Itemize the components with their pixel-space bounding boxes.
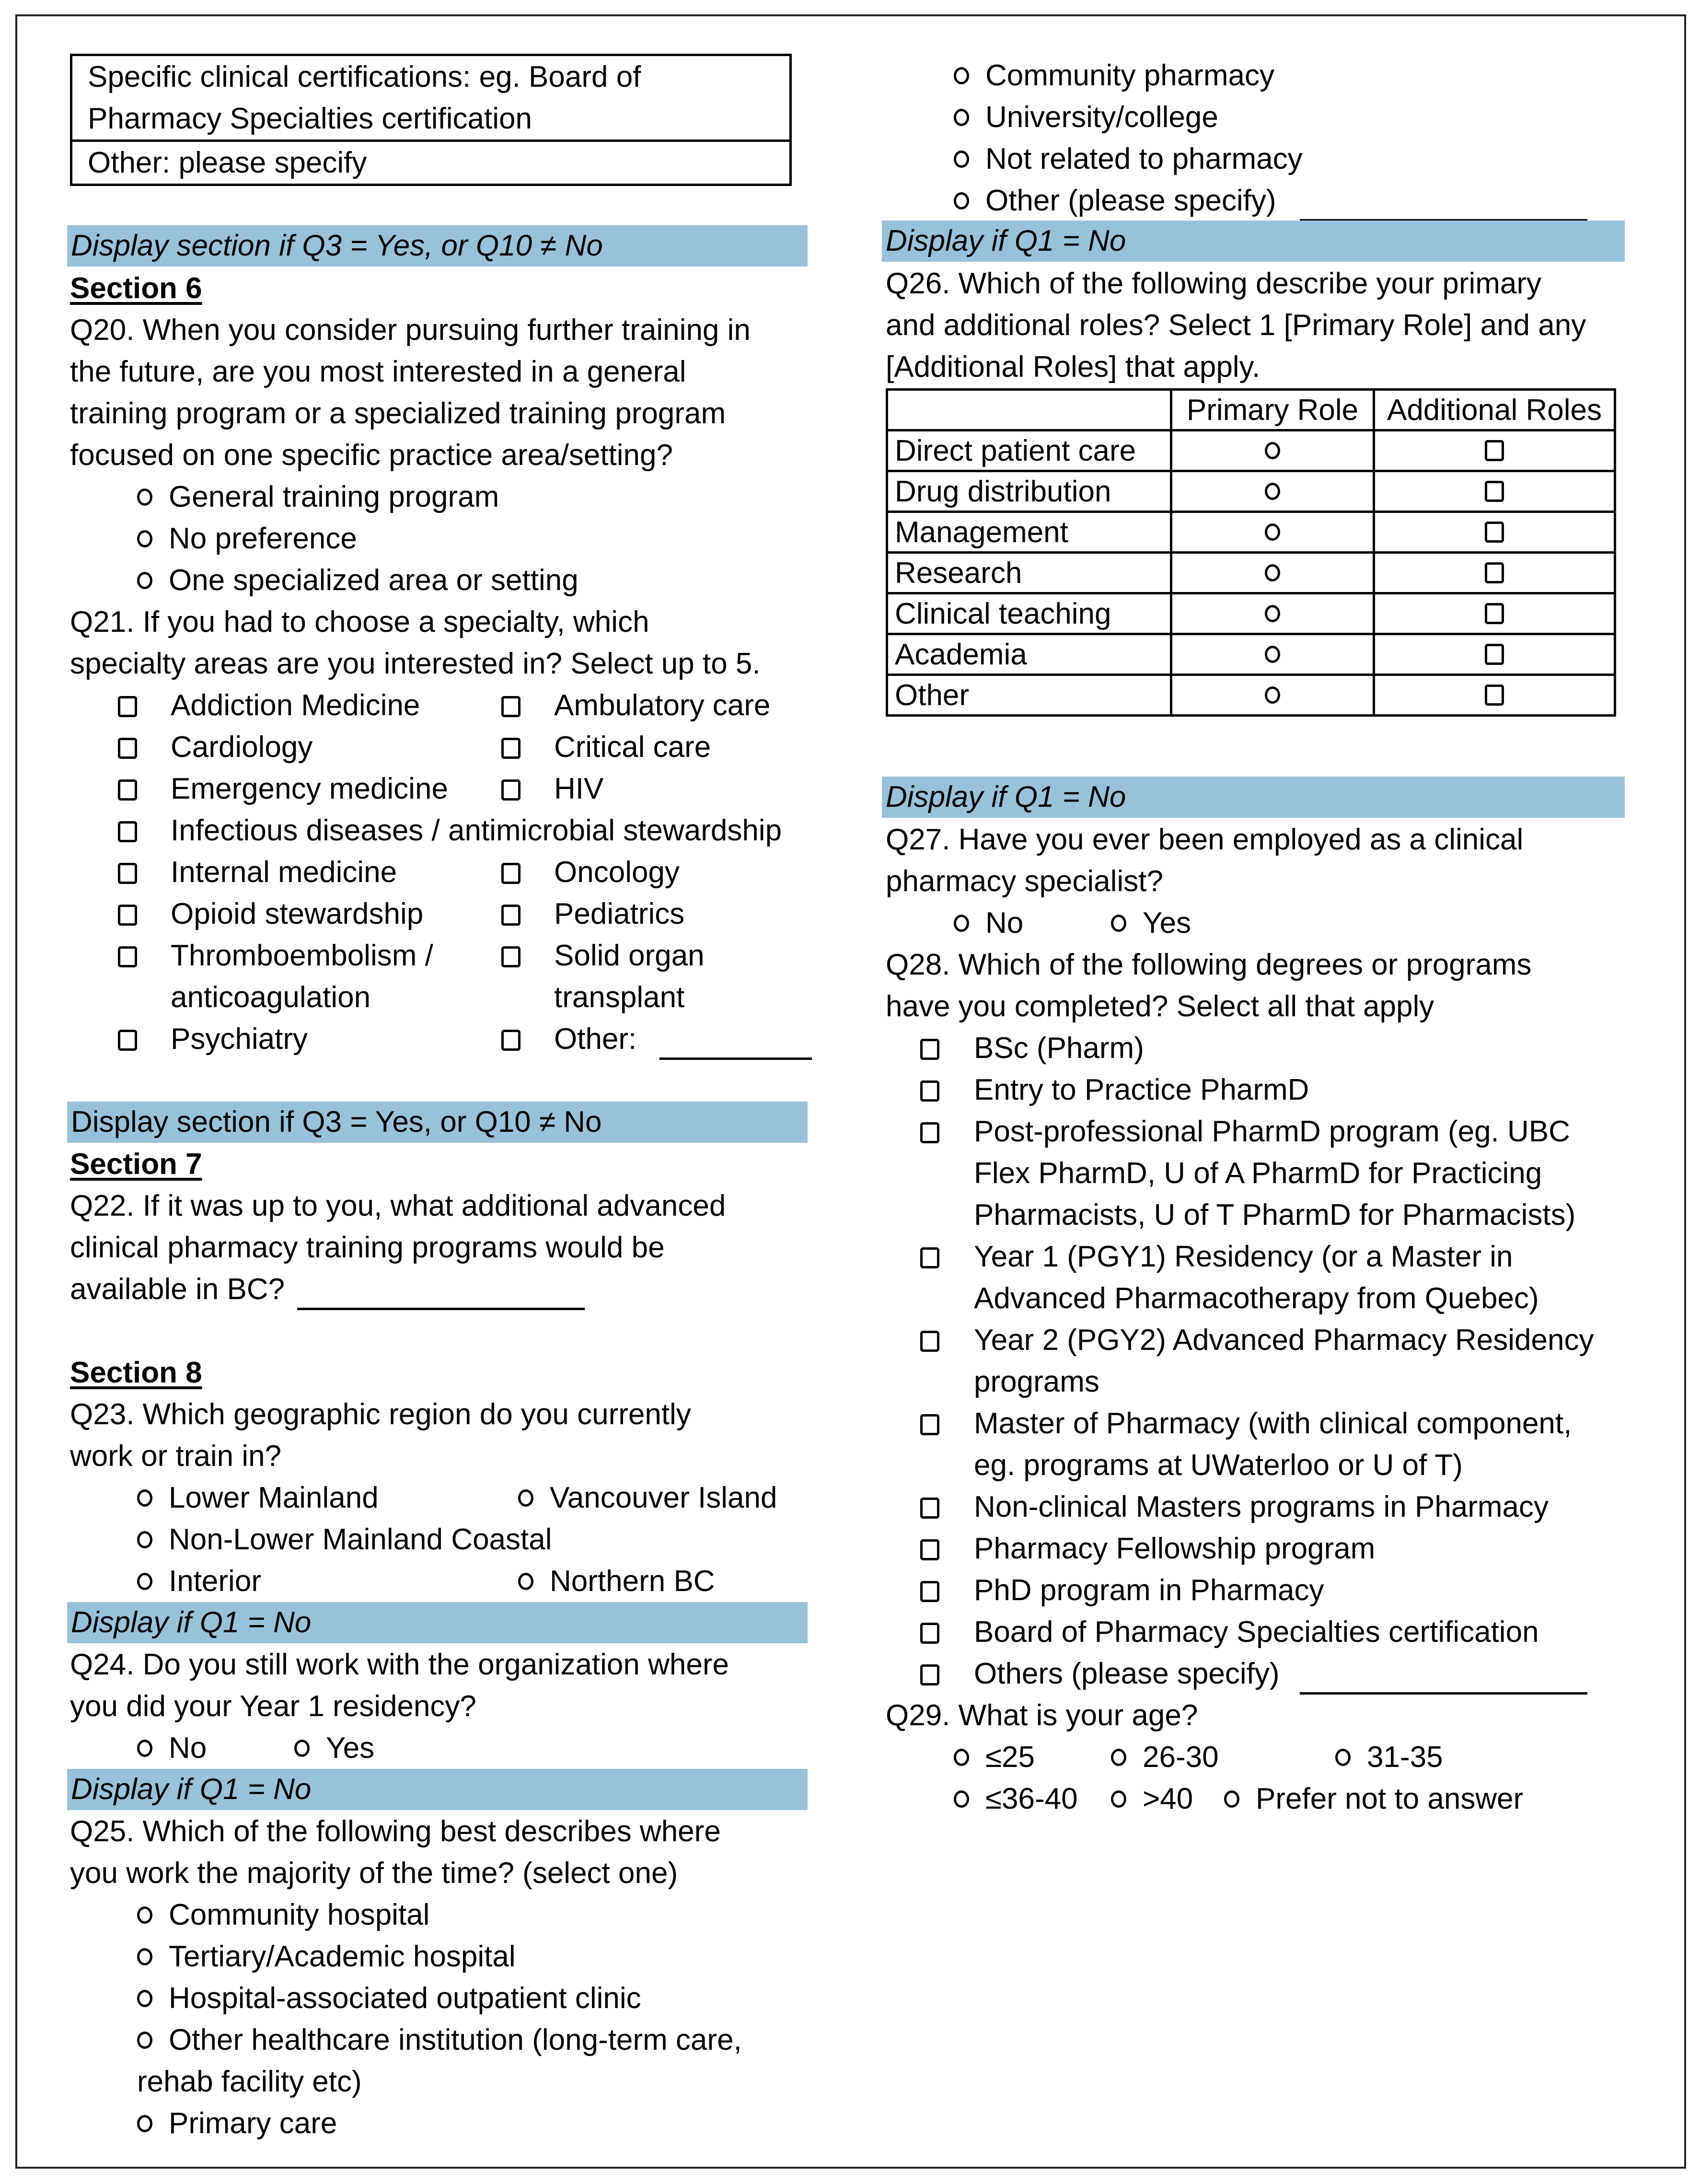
- checkbox-icon[interactable]: [501, 863, 520, 884]
- checkbox-label-continuation: transplant: [554, 981, 685, 1014]
- checkbox-icon[interactable]: [920, 1414, 939, 1435]
- question-text: training program or a specialized training program: [70, 397, 726, 430]
- radio-icon[interactable]: [518, 1573, 533, 1590]
- checkbox-icon[interactable]: [501, 1030, 520, 1051]
- radio-option[interactable]: No: [137, 1727, 207, 1769]
- radio-icon[interactable]: [1265, 686, 1280, 704]
- question-text: Q24. Do you still work with the organization where: [70, 1648, 729, 1681]
- certification-options-table: [70, 54, 792, 186]
- radio-icon[interactable]: [954, 915, 969, 932]
- question-text: [Additional Roles] that apply.: [886, 350, 1261, 383]
- checkbox-icon[interactable]: [118, 863, 137, 884]
- checkbox-label-continuation: Advanced Pharmacotherapy from Quebec): [974, 1282, 1539, 1315]
- checkbox-icon[interactable]: [1485, 685, 1504, 706]
- display-condition-banner: Display if Q1 = No: [67, 1602, 808, 1643]
- display-condition-banner: Display if Q1 = No: [67, 1769, 808, 1810]
- table-row: [887, 471, 1615, 512]
- cert-option-line: Pharmacy Specialties certification: [88, 102, 532, 135]
- radio-icon[interactable]: [1111, 1749, 1126, 1766]
- radio-icon[interactable]: [954, 1790, 969, 1808]
- table-row: [71, 141, 791, 185]
- question-text: work or train in?: [70, 1440, 282, 1473]
- radio-icon[interactable]: [1265, 442, 1280, 459]
- display-condition-banner: Display section if Q3 = Yes, or Q10 ≠ No: [67, 1102, 808, 1143]
- radio-icon[interactable]: [1111, 1790, 1126, 1808]
- radio-icon[interactable]: [137, 1573, 152, 1590]
- radio-icon[interactable]: [137, 1740, 152, 1757]
- additional-role-checkbox[interactable]: [1374, 553, 1615, 593]
- radio-option[interactable]: Not related to pharmacy: [954, 138, 1303, 180]
- radio-icon[interactable]: [137, 1531, 152, 1548]
- radio-option[interactable]: Vancouver Island: [518, 1477, 777, 1519]
- question-text: Q22. If it was up to you, what additional advanced: [70, 1189, 726, 1222]
- display-condition-banner: Display if Q1 = No: [882, 777, 1625, 818]
- radio-icon[interactable]: [137, 1906, 152, 1924]
- question-text: Q25. Which of the following best describes where: [70, 1815, 721, 1848]
- checkbox-label-continuation: eg. programs at UWaterloo or U of T): [974, 1449, 1463, 1482]
- primary-role-radio[interactable]: [1171, 593, 1374, 634]
- section-title: Section 7: [70, 1148, 202, 1181]
- table-row: [887, 430, 1615, 471]
- role-label: Clinical teaching: [887, 593, 1171, 634]
- radio-icon[interactable]: [1265, 483, 1280, 500]
- role-label: Research: [887, 553, 1171, 593]
- checkbox-icon[interactable]: [118, 779, 137, 801]
- radio-option[interactable]: Tertiary/Academic hospital: [137, 1936, 516, 1977]
- question-text: focused on one specific practice area/setting?: [70, 439, 673, 472]
- checkbox-icon[interactable]: [920, 1122, 939, 1143]
- table-row: [887, 634, 1615, 675]
- checkbox-icon[interactable]: [501, 696, 520, 717]
- role-label: Management: [887, 512, 1171, 553]
- question-text: clinical pharmacy training programs would be: [70, 1231, 665, 1264]
- radio-option[interactable]: Primary care: [137, 2103, 337, 2144]
- display-condition-banner: Display section if Q3 = Yes, or Q10 ≠ No: [67, 225, 808, 267]
- radio-option[interactable]: ≤36-40: [954, 1778, 1078, 1820]
- question-text: the future, are you most interested in a general: [70, 355, 686, 388]
- question-text: Q29. What is your age?: [886, 1699, 1198, 1732]
- question-text: Q27. Have you ever been employed as a clinical: [886, 823, 1524, 856]
- question-text: have you completed? Select all that apply: [886, 990, 1434, 1023]
- checkbox-icon[interactable]: [1485, 481, 1504, 502]
- checkbox-icon[interactable]: [501, 905, 520, 926]
- question-text: Q28. Which of the following degrees or programs: [886, 948, 1532, 981]
- checkbox-icon[interactable]: [501, 738, 520, 759]
- radio-icon[interactable]: [954, 192, 969, 209]
- radio-option[interactable]: Interior: [137, 1560, 261, 1602]
- radio-icon[interactable]: [954, 151, 969, 168]
- checkbox-icon[interactable]: [118, 905, 137, 926]
- radio-icon[interactable]: [518, 1489, 533, 1507]
- radio-option[interactable]: Yes: [294, 1727, 374, 1769]
- table-cell: Other: please specify: [71, 141, 791, 185]
- radio-icon[interactable]: [1224, 1790, 1239, 1808]
- table-header-cell: [887, 390, 1171, 430]
- radio-option[interactable]: Community hospital: [137, 1894, 429, 1936]
- checkbox-icon[interactable]: [118, 738, 137, 759]
- additional-role-checkbox[interactable]: [1374, 593, 1615, 634]
- display-condition-banner: Display if Q1 = No: [882, 221, 1625, 262]
- primary-role-radio[interactable]: [1171, 634, 1374, 675]
- additional-role-checkbox[interactable]: [1374, 471, 1615, 512]
- radio-icon[interactable]: [137, 2032, 152, 2049]
- checkbox-label-continuation: Pharmacists, U of T PharmD for Pharmacists): [974, 1198, 1576, 1231]
- checkbox-icon[interactable]: [501, 779, 520, 801]
- additional-role-checkbox[interactable]: [1374, 512, 1615, 553]
- table-header-cell: Additional Roles: [1374, 390, 1615, 430]
- radio-icon[interactable]: [1265, 564, 1280, 581]
- radio-icon[interactable]: [1265, 605, 1280, 622]
- checkbox-icon[interactable]: [920, 1080, 939, 1102]
- checkbox-icon[interactable]: [920, 1331, 939, 1352]
- checkbox-label-continuation: Flex PharmD, U of A PharmD for Practicing: [974, 1157, 1542, 1190]
- question-text: Q26. Which of the following describe your primary: [886, 267, 1542, 300]
- radio-option[interactable]: Community pharmacy: [954, 55, 1274, 96]
- question-text: available in BC?: [70, 1273, 285, 1306]
- radio-option[interactable]: University/college: [954, 96, 1218, 138]
- checkbox-icon[interactable]: [920, 1664, 939, 1685]
- checkbox-icon[interactable]: [920, 1247, 939, 1268]
- radio-icon[interactable]: [1265, 646, 1280, 663]
- radio-icon[interactable]: [1111, 915, 1126, 932]
- checkbox-icon[interactable]: [920, 1623, 939, 1644]
- question-text: you did your Year 1 residency?: [70, 1690, 476, 1723]
- radio-option[interactable]: One specialized area or setting: [137, 559, 578, 601]
- question-text: pharmacy specialist?: [886, 865, 1163, 898]
- checkbox-icon[interactable]: [501, 946, 520, 967]
- radio-option[interactable]: Northern BC: [518, 1560, 715, 1602]
- radio-icon[interactable]: [294, 1740, 310, 1757]
- radio-icon[interactable]: [1335, 1749, 1351, 1766]
- question-text: Q21. If you had to choose a specialty, which: [70, 605, 649, 639]
- radio-option[interactable]: No preference: [137, 518, 357, 559]
- radio-icon[interactable]: [1265, 523, 1280, 541]
- question-text: and additional roles? Select 1 [Primary Role] and any: [886, 309, 1586, 342]
- radio-option[interactable]: 31-35: [1335, 1736, 1443, 1778]
- radio-icon[interactable]: [137, 572, 152, 589]
- checkbox-icon[interactable]: [920, 1581, 939, 1602]
- question-text: specialty areas are you interested in? Select up to 5.: [70, 647, 761, 680]
- table-row: [887, 675, 1615, 716]
- radio-option[interactable]: Yes: [1111, 902, 1191, 944]
- checkbox-icon[interactable]: [1485, 440, 1504, 461]
- role-label: Direct patient care: [887, 430, 1171, 471]
- radio-icon[interactable]: [137, 488, 152, 506]
- radio-option[interactable]: ≤25: [954, 1736, 1035, 1778]
- primary-role-radio[interactable]: [1171, 471, 1374, 512]
- table-header-row: [887, 390, 1615, 430]
- other-specialty-input[interactable]: [659, 1029, 812, 1060]
- checkbox-icon[interactable]: [1485, 522, 1504, 543]
- additional-role-checkbox[interactable]: [1374, 430, 1615, 471]
- checkbox-icon[interactable]: [118, 946, 137, 967]
- role-label: Drug distribution: [887, 471, 1171, 512]
- other-workplace-input[interactable]: [1300, 190, 1587, 221]
- radio-icon[interactable]: [137, 1990, 152, 2007]
- other-degree-input[interactable]: [1300, 1663, 1587, 1695]
- section-title: Section 6: [70, 272, 202, 305]
- role-label: Other: [887, 675, 1171, 716]
- checkbox-icon[interactable]: [1485, 562, 1504, 583]
- role-label: Academia: [887, 634, 1171, 675]
- additional-role-checkbox[interactable]: [1374, 675, 1615, 716]
- radio-icon[interactable]: [137, 1948, 152, 1965]
- primary-role-radio[interactable]: [1171, 430, 1374, 471]
- primary-role-radio[interactable]: [1171, 553, 1374, 593]
- radio-option[interactable]: 26-30: [1111, 1736, 1219, 1778]
- additional-role-checkbox[interactable]: [1374, 634, 1615, 675]
- table-row: [887, 512, 1615, 553]
- checkbox-label-continuation: anticoagulation: [171, 981, 371, 1014]
- radio-icon[interactable]: [954, 67, 969, 84]
- checkbox-icon[interactable]: [920, 1498, 939, 1519]
- question-text: you work the majority of the time? (select one): [70, 1857, 678, 1890]
- radio-icon[interactable]: [137, 530, 152, 547]
- section-title: Section 8: [70, 1356, 202, 1389]
- table-row: [887, 553, 1615, 593]
- cert-option-line: Specific clinical certifications: eg. Board of: [88, 60, 641, 93]
- radio-option[interactable]: >40: [1111, 1778, 1193, 1820]
- q22-answer-input[interactable]: [297, 1279, 585, 1310]
- roles-table: [886, 388, 1616, 717]
- radio-label-continuation: rehab facility etc): [137, 2065, 362, 2098]
- checkbox-icon[interactable]: [920, 1039, 939, 1060]
- primary-role-radio[interactable]: [1171, 512, 1374, 553]
- radio-option[interactable]: General training program: [137, 476, 499, 518]
- checkbox-icon[interactable]: [118, 696, 137, 717]
- radio-option[interactable]: Non-Lower Mainland Coastal: [137, 1519, 552, 1560]
- table-cell: [71, 55, 791, 141]
- table-row: [887, 593, 1615, 634]
- radio-option[interactable]: Lower Mainland: [137, 1477, 379, 1519]
- primary-role-radio[interactable]: [1171, 675, 1374, 716]
- radio-option[interactable]: No: [954, 902, 1023, 944]
- question-text: Q20. When you consider pursuing further training in: [70, 314, 751, 347]
- radio-option[interactable]: Other (please specify): [954, 180, 1276, 221]
- table-header-cell: Primary Role: [1171, 390, 1374, 430]
- table-row: [71, 55, 791, 141]
- checkbox-label-continuation: programs: [974, 1365, 1099, 1398]
- checkbox-icon[interactable]: [920, 1539, 939, 1560]
- radio-icon[interactable]: [137, 2115, 152, 2132]
- radio-option[interactable]: Prefer not to answer: [1224, 1778, 1523, 1820]
- checkbox-icon[interactable]: [1485, 603, 1504, 624]
- checkbox-icon[interactable]: [118, 1030, 137, 1051]
- question-text: Q23. Which geographic region do you currently: [70, 1398, 691, 1431]
- radio-option[interactable]: Hospital-associated outpatient clinic: [137, 1977, 641, 2019]
- radio-icon[interactable]: [954, 1749, 969, 1766]
- checkbox-icon[interactable]: [1485, 644, 1504, 665]
- radio-icon[interactable]: [137, 1489, 152, 1507]
- radio-icon[interactable]: [954, 109, 969, 126]
- radio-option[interactable]: Other healthcare institution (long-term care,: [137, 2019, 742, 2061]
- checkbox-icon[interactable]: [118, 821, 137, 842]
